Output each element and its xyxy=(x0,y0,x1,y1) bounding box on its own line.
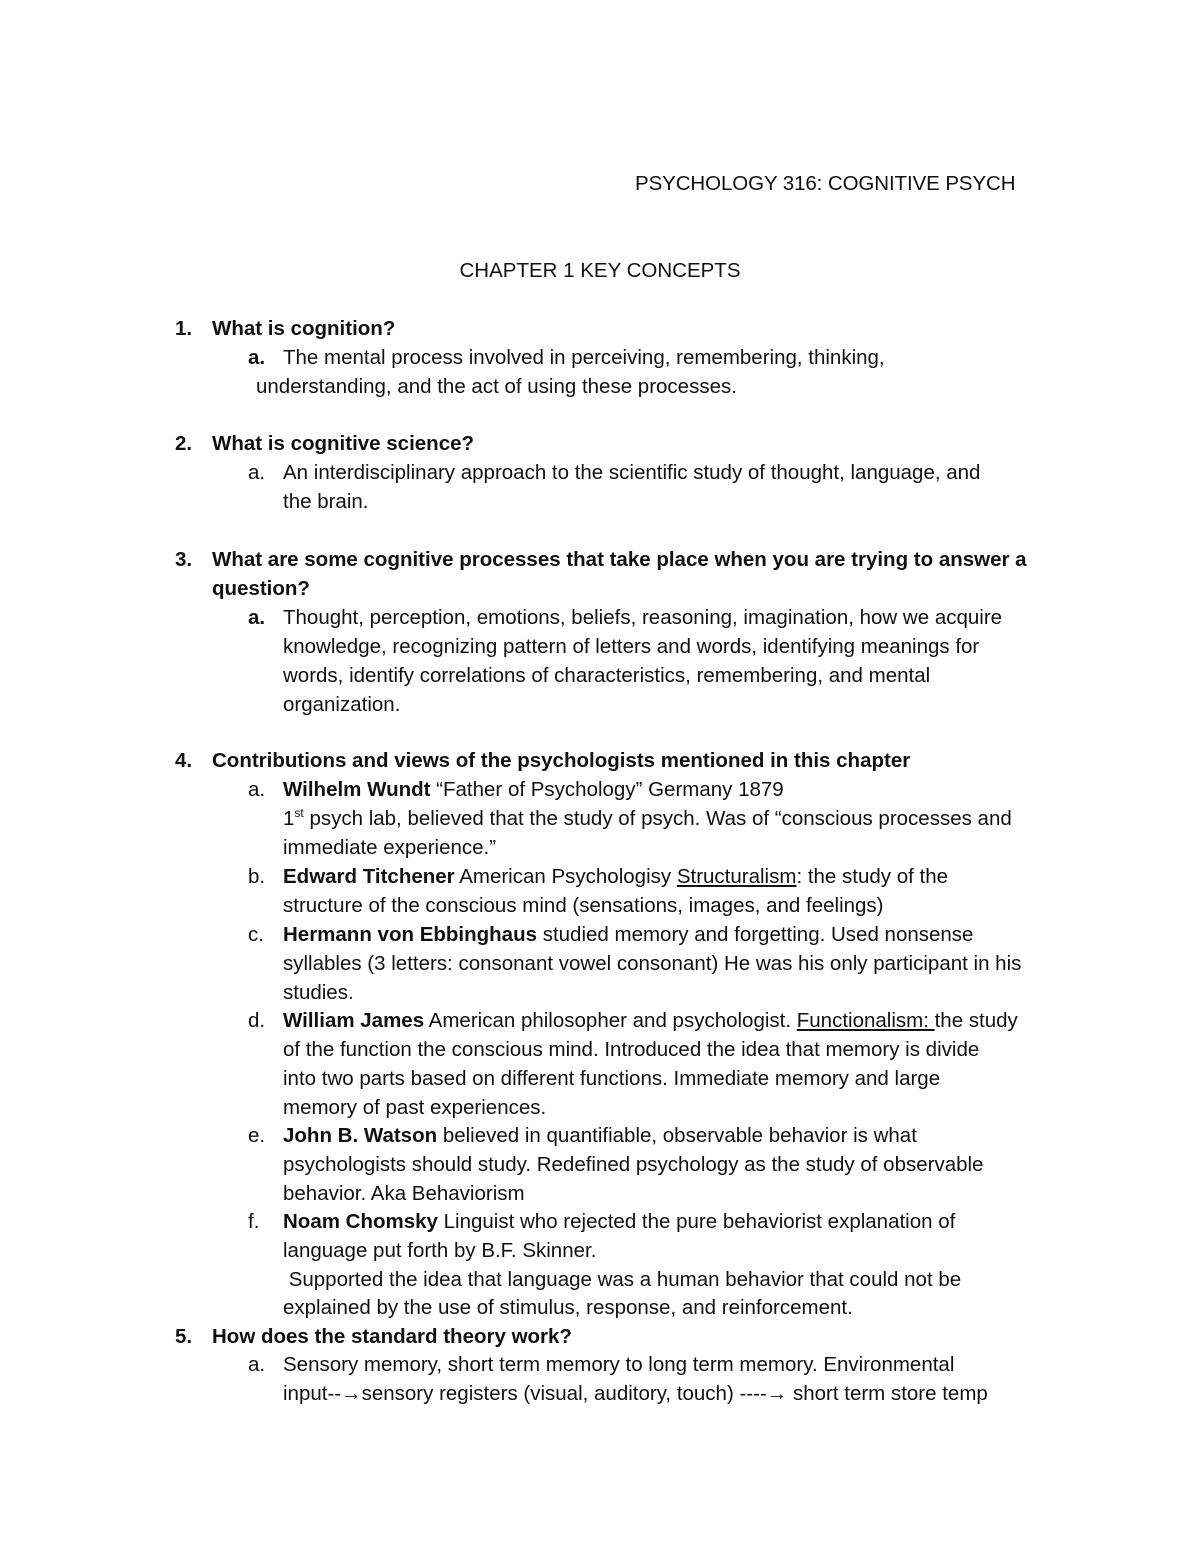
psychologist-name: Wilhelm Wundt xyxy=(283,778,431,801)
answer-text: American Psychologisy xyxy=(454,865,677,888)
question-number: 4. xyxy=(175,749,193,772)
answer-letter: a. xyxy=(248,461,266,484)
psychologist-name: Hermann von Ebbinghaus xyxy=(283,923,537,946)
question-text: question? xyxy=(212,577,310,600)
answer-letter: a. xyxy=(248,1353,266,1376)
answer-text: explained by the use of stimulus, response, and reinforcement. xyxy=(283,1296,853,1319)
answer-letter: d. xyxy=(248,1009,266,1032)
answer-letter: a. xyxy=(248,778,266,801)
psychologist-name: Edward Titchener xyxy=(283,865,455,888)
underlined-term: Functionalism: xyxy=(796,1009,935,1032)
answer-text: Supported the idea that language was a human behavior that could not be xyxy=(283,1268,962,1291)
answer-text: psych lab, believed that the study of psych. Was of “conscious processes and xyxy=(303,807,1012,830)
answer-letter: a. xyxy=(248,346,266,369)
answer-letter: b. xyxy=(248,865,266,888)
answer-text: knowledge, recognizing pattern of letters and words, identifying meanings for xyxy=(283,635,980,658)
answer-text: understanding, and the act of using these processes. xyxy=(256,375,737,398)
answer-letter: a. xyxy=(248,606,266,629)
answer-text: structure of the conscious mind (sensations, images, and feelings) xyxy=(283,894,884,917)
question-text: What is cognitive science? xyxy=(212,432,475,455)
psychologist-name: William James xyxy=(283,1009,425,1032)
answer-text: The mental process involved in perceiving, remembering, thinking, xyxy=(283,346,885,369)
answer-text: “Father of Psychology” Germany 1879 xyxy=(430,778,784,801)
answer-text: into two parts based on different functions. Immediate memory and large xyxy=(283,1067,941,1090)
answer-text: memory of past experiences. xyxy=(283,1096,547,1119)
answer-text: behavior. Aka Behaviorism xyxy=(283,1182,525,1205)
answer-text: psychologists should study. Redefined psychology as the study of observable xyxy=(283,1153,984,1176)
answer-text: believed in quantifiable, observable behavior is what xyxy=(437,1124,917,1147)
answer-text: words, identify correlations of characteristics, remembering, and mental xyxy=(283,664,931,687)
answer-text: the brain. xyxy=(283,490,369,513)
answer-text: immediate experience.” xyxy=(283,836,497,859)
question-number: 1. xyxy=(175,317,193,340)
course-title: PSYCHOLOGY 316: COGNITIVE PSYCH xyxy=(635,172,1016,195)
question-text: What is cognition? xyxy=(212,317,396,340)
chapter-title: CHAPTER 1 KEY CONCEPTS xyxy=(459,259,741,282)
answer-text: of the function the conscious mind. Introduced the idea that memory is divide xyxy=(283,1038,980,1061)
answer-letter: e. xyxy=(248,1124,266,1147)
answer-text: organization. xyxy=(283,693,401,716)
question-text: What are some cognitive processes that take place when you are trying to answer a xyxy=(212,548,1027,571)
ordinal-suffix: st xyxy=(294,806,304,821)
answer-text: An interdisciplinary approach to the scientific study of thought, language, and xyxy=(283,461,981,484)
answer-letter: c. xyxy=(248,923,264,946)
question-number: 5. xyxy=(175,1325,193,1348)
psychologist-name: John B. Watson xyxy=(283,1124,438,1147)
question-number: 3. xyxy=(175,548,193,571)
answer-text: Thought, perception, emotions, beliefs, reasoning, imagination, how we acquire xyxy=(283,606,1003,629)
answer-text: syllables (3 letters: consonant vowel consonant) He was his only participant in his xyxy=(283,952,1022,975)
question-number: 2. xyxy=(175,432,193,455)
psychologist-name: Noam Chomsky xyxy=(283,1210,438,1233)
answer-text: Linguist who rejected the pure behaviorist explanation of xyxy=(437,1210,956,1233)
answer-text: Sensory memory, short term memory to long term memory. Environmental xyxy=(283,1353,955,1376)
answer-letter: f. xyxy=(248,1210,260,1233)
answer-text: studies. xyxy=(283,981,354,1004)
answer-text: language put forth by B.F. Skinner. xyxy=(283,1239,597,1262)
answer-text: input--→sensory registers (visual, auditory, touch) ----→ short term store temp xyxy=(283,1382,988,1405)
ordinal-number: 1 xyxy=(283,807,295,830)
answer-text: the study xyxy=(934,1009,1018,1032)
underlined-term: Structuralism xyxy=(676,865,797,888)
question-text: Contributions and views of the psychologists mentioned in this chapter xyxy=(212,749,911,772)
answer-text: studied memory and forgetting. Used nonsense xyxy=(537,923,974,946)
answer-text: : the study of the xyxy=(796,865,949,888)
question-text: How does the standard theory work? xyxy=(212,1325,572,1348)
answer-text: American philosopher and psychologist. xyxy=(424,1009,797,1032)
